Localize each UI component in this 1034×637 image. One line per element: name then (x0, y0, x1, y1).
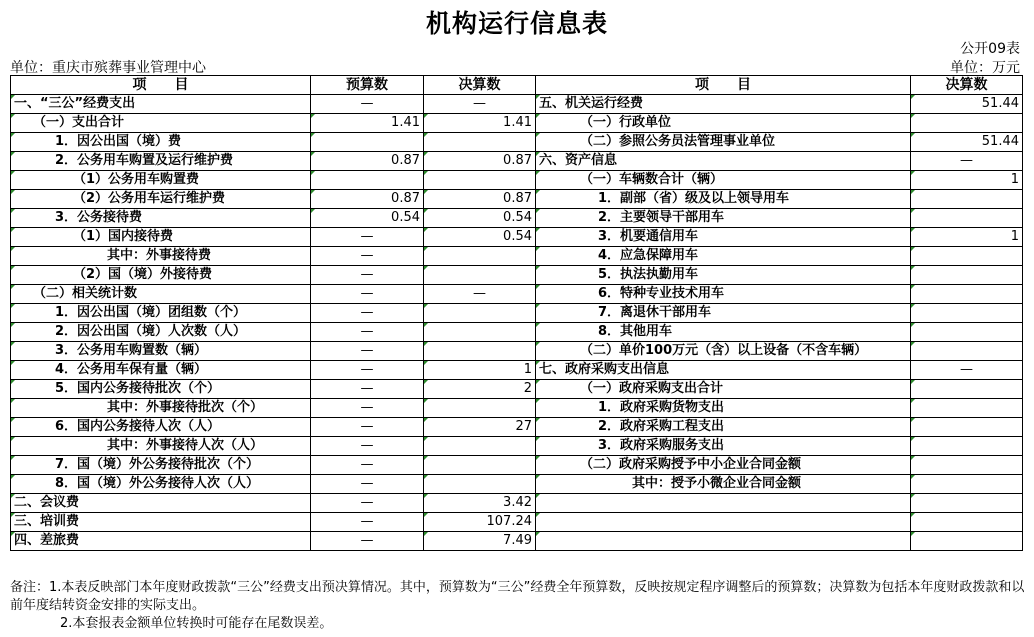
table-row (11, 399, 1023, 418)
row-item-label: （二）相关统计数 (11, 285, 311, 304)
row-budget-value (311, 171, 424, 190)
row-final-value (424, 456, 536, 475)
row-item-label-right (536, 532, 911, 551)
row-item-label: 1．因公出国（境）团组数（个） (11, 304, 311, 323)
row-final-value (424, 399, 536, 418)
row-item-label: 6．国内公务接待人次（人） (11, 418, 311, 437)
row-final-value: 1 (424, 361, 536, 380)
row-item-label: 4．公务用车保有量（辆） (11, 361, 311, 380)
row-item-label-right (536, 494, 911, 513)
row-item-label: 二、会议费 (11, 494, 311, 513)
header-final: 决算数 (424, 76, 536, 95)
row-item-label-right (536, 513, 911, 532)
row-final-value: 2 (424, 380, 536, 399)
table-row (11, 133, 1023, 152)
row-item-label: 1．因公出国（境）费 (11, 133, 311, 152)
row-final-value (424, 304, 536, 323)
row-item-label: （一）支出合计 (11, 114, 311, 133)
row-final-value-right (911, 399, 1023, 418)
table-row (11, 228, 1023, 247)
row-budget-value: — (311, 304, 424, 323)
row-budget-value: — (311, 494, 424, 513)
row-final-value: 0.54 (424, 228, 536, 247)
row-budget-value: 1.41 (311, 114, 424, 133)
table-row (11, 475, 1023, 494)
row-item-label: （2）国（境）外接待费 (11, 266, 311, 285)
row-final-value-right (911, 323, 1023, 342)
row-final-value-right (911, 285, 1023, 304)
table-row (11, 342, 1023, 361)
row-item-label-right: 3．政府采购服务支出 (536, 437, 911, 456)
row-budget-value: 0.87 (311, 152, 424, 171)
table-row (11, 266, 1023, 285)
row-final-value-right (911, 494, 1023, 513)
row-item-label-right: （一）行政单位 (536, 114, 911, 133)
row-item-label-right: 七、政府采购支出信息 (536, 361, 911, 380)
row-final-value: 107.24 (424, 513, 536, 532)
row-final-value (424, 171, 536, 190)
row-budget-value (311, 133, 424, 152)
row-final-value-right (911, 418, 1023, 437)
row-item-label: 其中：外事接待人次（人） (11, 437, 311, 456)
row-final-value (424, 475, 536, 494)
row-final-value-right (911, 190, 1023, 209)
notes (10, 579, 1025, 633)
row-budget-value: — (311, 266, 424, 285)
row-final-value (424, 323, 536, 342)
row-final-value (424, 133, 536, 152)
header-item: 项 目 (11, 76, 311, 95)
row-final-value: 0.87 (424, 152, 536, 171)
row-final-value-right (911, 342, 1023, 361)
form-code: 公开09表 (960, 41, 1020, 57)
row-item-label: 5．国内公务接待批次（个） (11, 380, 311, 399)
table-row (11, 152, 1023, 171)
row-budget-value: — (311, 456, 424, 475)
row-item-label-right: 2．主要领导干部用车 (536, 209, 911, 228)
table-row (11, 437, 1023, 456)
row-final-value: 0.87 (424, 190, 536, 209)
table-row (11, 304, 1023, 323)
row-final-value: 7.49 (424, 532, 536, 551)
row-final-value-right (911, 456, 1023, 475)
note-line-1: 备注：1.本表反映部门本年度财政拨款“三公”经费支出预决算情况。其中，预算数为“三公”经费全年预算数，反映按规定程序调整后的预算数；决算数为包括本年度财政拨款和以前年度结转资金安排的实际支出。 (10, 580, 1025, 613)
row-budget-value: — (311, 228, 424, 247)
row-final-value-right (911, 475, 1023, 494)
row-item-label-right: 6．特种专业技术用车 (536, 285, 911, 304)
row-item-label: （1）公务用车购置费 (11, 171, 311, 190)
row-item-label-right: 4．应急保障用车 (536, 247, 911, 266)
row-budget-value: — (311, 342, 424, 361)
row-item-label: 7．国（境）外公务接待批次（个） (11, 456, 311, 475)
table-row (11, 247, 1023, 266)
row-final-value: — (424, 285, 536, 304)
row-final-value-right (911, 380, 1023, 399)
table-header-row (11, 76, 1023, 95)
row-budget-value: — (311, 418, 424, 437)
unit-organization: 单位：重庆市殡葬事业管理中心 (10, 60, 206, 76)
table-row (11, 114, 1023, 133)
row-final-value: 1.41 (424, 114, 536, 133)
table-row (11, 95, 1023, 114)
row-item-label: 一、“三公”经费支出 (11, 95, 311, 114)
row-budget-value: — (311, 285, 424, 304)
row-item-label-right: 2．政府采购工程支出 (536, 418, 911, 437)
row-item-label-right: （二）参照公务员法管理事业单位 (536, 133, 911, 152)
row-item-label: 3．公务接待费 (11, 209, 311, 228)
table-row (11, 171, 1023, 190)
row-final-value: 0.54 (424, 209, 536, 228)
row-budget-value: — (311, 475, 424, 494)
table-row (11, 532, 1023, 551)
table-row (11, 209, 1023, 228)
row-final-value-right (911, 209, 1023, 228)
table-row (11, 418, 1023, 437)
row-item-label: 四、差旅费 (11, 532, 311, 551)
header-final-right: 决算数 (911, 76, 1023, 95)
row-final-value-right: 1 (911, 228, 1023, 247)
row-final-value (424, 437, 536, 456)
info-table (10, 75, 1023, 551)
row-final-value-right: 51.44 (911, 133, 1023, 152)
row-budget-value: — (311, 361, 424, 380)
table-row (11, 323, 1023, 342)
table-row (11, 494, 1023, 513)
row-final-value-right (911, 304, 1023, 323)
row-final-value: 3.42 (424, 494, 536, 513)
row-budget-value: — (311, 532, 424, 551)
row-budget-value: — (311, 380, 424, 399)
page-title: 机构运行信息表 (425, 9, 608, 38)
row-final-value-right: 51.44 (911, 95, 1023, 114)
row-item-label-right: 1．副部（省）级及以上领导用车 (536, 190, 911, 209)
row-budget-value: — (311, 247, 424, 266)
row-item-label: 2．因公出国（境）人次数（人） (11, 323, 311, 342)
table-row (11, 190, 1023, 209)
row-item-label-right: 1．政府采购货物支出 (536, 399, 911, 418)
row-item-label: （1）国内接待费 (11, 228, 311, 247)
row-item-label-right: 其中：授予小微企业合同金额 (536, 475, 911, 494)
row-item-label-right: 5．执法执勤用车 (536, 266, 911, 285)
row-budget-value: — (311, 399, 424, 418)
row-final-value: 27 (424, 418, 536, 437)
row-budget-value: — (311, 95, 424, 114)
row-item-label-right: 8．其他用车 (536, 323, 911, 342)
row-budget-value: — (311, 437, 424, 456)
row-item-label: 8．国（境）外公务接待人次（人） (11, 475, 311, 494)
row-item-label: 3．公务用车购置数（辆） (11, 342, 311, 361)
row-budget-value: — (311, 513, 424, 532)
table-row (11, 456, 1023, 475)
table-row (11, 361, 1023, 380)
row-final-value (424, 266, 536, 285)
row-final-value (424, 342, 536, 361)
note-line-2: 2.本套报表金额单位转换时可能存在尾数误差。 (60, 616, 333, 631)
table-row (11, 285, 1023, 304)
row-final-value-right (911, 532, 1023, 551)
row-final-value-right (911, 114, 1023, 133)
row-budget-value: 0.54 (311, 209, 424, 228)
row-item-label: （2）公务用车运行维护费 (11, 190, 311, 209)
row-final-value-right (911, 247, 1023, 266)
row-item-label: 2．公务用车购置及运行维护费 (11, 152, 311, 171)
header-item-right: 项 目 (536, 76, 911, 95)
header-budget: 预算数 (311, 76, 424, 95)
row-item-label-right: 六、资产信息 (536, 152, 911, 171)
row-item-label: 其中：外事接待费 (11, 247, 311, 266)
row-final-value-right (911, 266, 1023, 285)
row-item-label-right: （一）车辆数合计（辆） (536, 171, 911, 190)
row-final-value-right (911, 513, 1023, 532)
row-final-value-right: 1 (911, 171, 1023, 190)
row-item-label-right: 五、机关运行经费 (536, 95, 911, 114)
row-final-value-right (911, 437, 1023, 456)
row-final-value: — (424, 95, 536, 114)
row-item-label-right: （一）政府采购支出合计 (536, 380, 911, 399)
table-row (11, 380, 1023, 399)
row-item-label-right: 7．离退休干部用车 (536, 304, 911, 323)
row-item-label-right: （二）单价100万元（含）以上设备（不含车辆） (536, 342, 911, 361)
row-item-label: 其中：外事接待批次（个） (11, 399, 311, 418)
row-budget-value: 0.87 (311, 190, 424, 209)
row-item-label: 三、培训费 (11, 513, 311, 532)
row-final-value-right: — (911, 361, 1023, 380)
row-item-label-right: 3．机要通信用车 (536, 228, 911, 247)
row-final-value-right: — (911, 152, 1023, 171)
row-budget-value: — (311, 323, 424, 342)
row-item-label-right: （二）政府采购授予中小企业合同金额 (536, 456, 911, 475)
unit-currency: 单位：万元 (950, 60, 1020, 76)
table-row (11, 513, 1023, 532)
row-final-value (424, 247, 536, 266)
